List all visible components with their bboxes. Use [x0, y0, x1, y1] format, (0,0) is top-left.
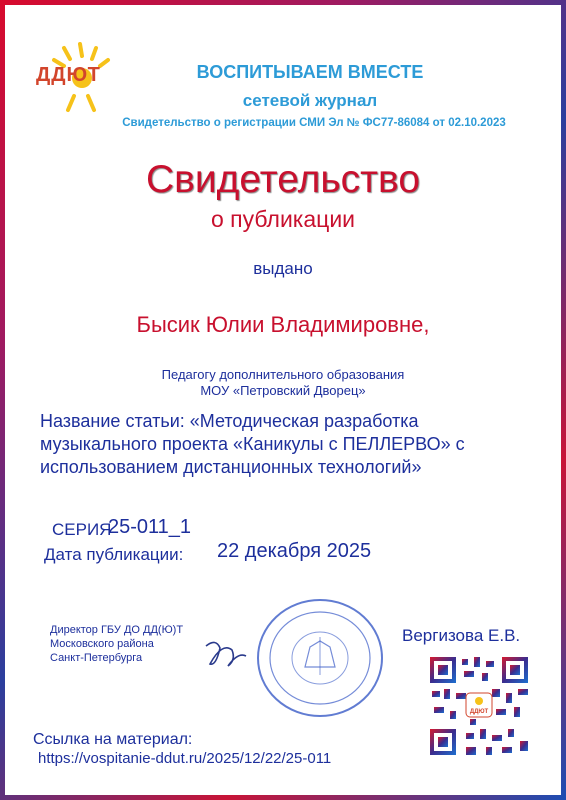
material-link-label: Ссылка на материал:	[33, 731, 193, 748]
recipient-position: Педагогу дополнительного образования	[161, 367, 405, 382]
qr-code-icon	[426, 653, 532, 759]
logo-text: ДДЮТ	[36, 64, 101, 86]
svg-text:ДДЮТ: ДДЮТ	[469, 709, 489, 715]
article-title	[40, 410, 530, 479]
series-value: 25-011_1	[108, 516, 192, 538]
recipient-name: Бысик Юлии Владимировне,	[136, 312, 430, 337]
journal-type: сетевой журнал	[242, 91, 378, 110]
article-line: использованием дистанционных технологий»	[40, 457, 422, 477]
registration-info: Свидетельство о регистрации СМИ Эл № ФС77-86084 от 02.10.2023	[122, 117, 506, 129]
recipient-organization: МОУ «Петровский Дворец»	[200, 383, 366, 398]
series-label: СЕРИЯ	[52, 520, 112, 539]
director-title: Директор ГБУ ДО ДД(Ю)Т	[50, 624, 184, 636]
director-city: Санкт-Петербурга	[50, 652, 143, 664]
official-seal-icon	[255, 597, 385, 719]
article-line: музыкального проекта «Каникулы с ПЕЛЛЕРВО» с	[40, 434, 465, 454]
director-district: Московского района	[50, 638, 154, 650]
publication-date-value: 22 декабря 2025	[217, 540, 372, 562]
article-line: Название статьи: «Методическая разработка	[40, 411, 419, 431]
publication-date-label: Дата публикации:	[44, 545, 184, 564]
certificate-subtitle: о публикации	[210, 206, 356, 232]
issued-label: выдано	[253, 259, 313, 278]
director-name: Вергизова Е.В.	[402, 626, 521, 645]
director-signature-icon	[202, 636, 250, 672]
journal-name: ВОСПИТЫВАЕМ ВМЕСТЕ	[196, 62, 424, 82]
material-link[interactable]: https://vospitanie-ddut.ru/2025/12/22/25-011	[38, 750, 332, 767]
certificate-title: Свидетельство	[145, 158, 421, 201]
